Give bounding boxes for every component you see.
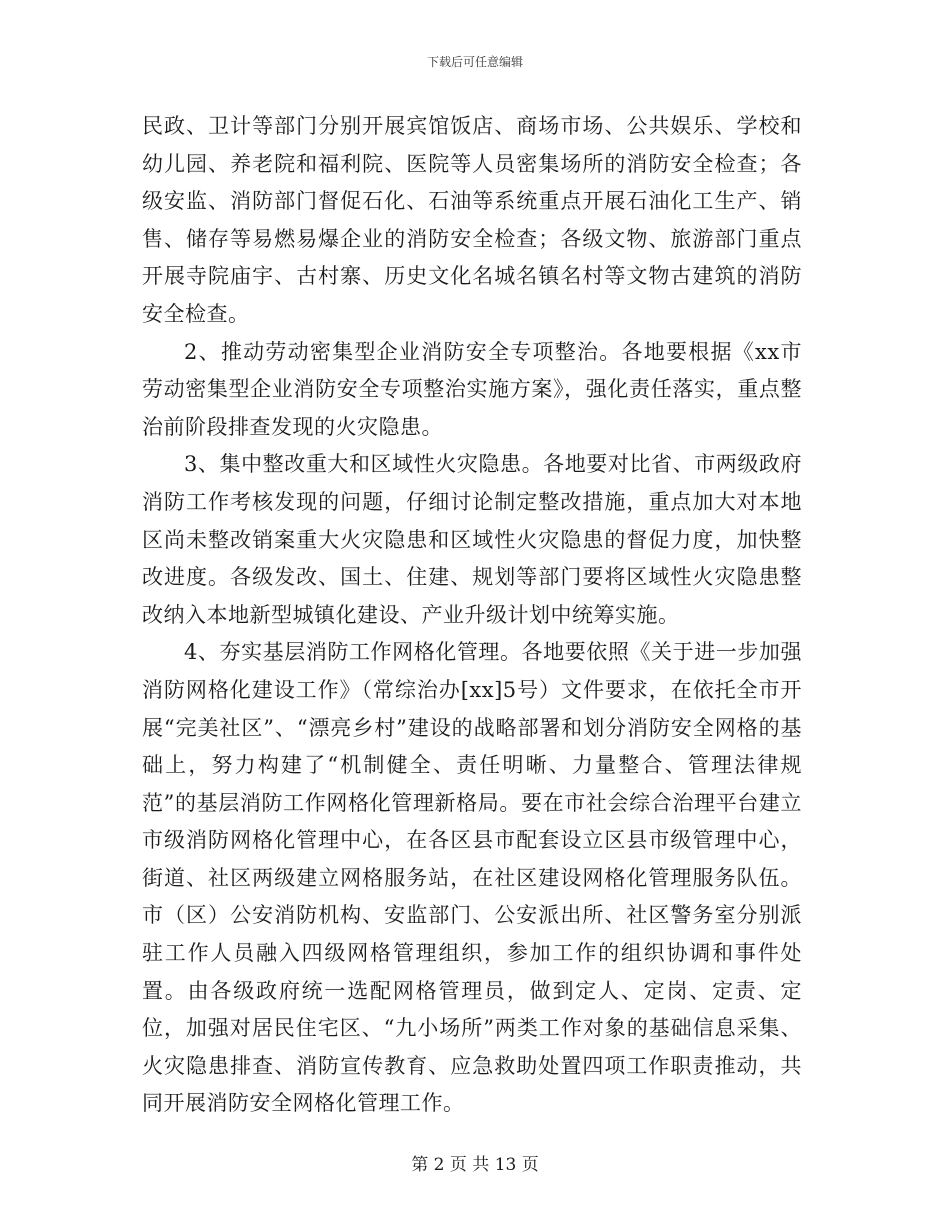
- page-number-footer: 第 2 页 共 13 页: [411, 1155, 539, 1175]
- document-body: [142, 108, 802, 1123]
- paragraph-continued: 民政、卫计等部门分别开展宾馆饭店、商场市场、公共娱乐、学校和幼儿园、养老院和福利院、医院等人员密集场所的消防安全检查；各级安监、消防部门督促石化、石油等系统重点开展石油化工生产、销售、储存等易燃易爆企业的消防安全检查；各级文物、旅游部门重点开展寺院庙宇、古村寨、历史文化名城名镇名村等文物古建筑的消防安全检查。: [142, 114, 802, 326]
- page-header-note: 下载后可任意编辑: [426, 55, 523, 69]
- paragraph-item-2: 2、推动劳动密集型企业消防安全专项整治。各地要根据《xx市劳动密集型企业消防安全专项整治实施方案》，强化责任落实，重点整治前阶段排查发现的火灾隐患。: [142, 339, 802, 439]
- paragraph-item-3: 3、集中整改重大和区域性火灾隐患。各地要对比省、市两级政府消防工作考核发现的问题，仔细讨论制定整改措施，重点加大对本地区尚未整改销案重大火灾隐患和区域性火灾隐患的督促力度，加快整改进度。各级发改、国土、住建、规划等部门要将区域性火灾隐患整改纳入本地新型城镇化建设、产业升级计划中统筹实施。: [142, 452, 802, 627]
- paragraph-item-4: 4、夯实基层消防工作网格化管理。各地要依照《关于进一步加强消防网格化建设工作》（常综治办[xx]5号）文件要求，在依托全市开展“完美社区”、“漂亮乡村”建设的战略部署和划分消防安全网格的基础上，努力构建了“机制健全、责任明晰、力量整合、管理法律规范”的基层消防工作网格化管理新格局。要在市社会综合治理平台建立市级消防网格化管理中心，在各区县市配套设立区县市级管理中心，街道、社区两级建立网格服务站，在社区建设网格化管理服务队伍。市（区）公安消防机构、安监部门、公安派出所、社区警务室分别派驻工作人员融入四级网格管理组织，参加工作的组织协调和事件处置。由各级政府统一选配网格管理员，做到定人、定岗、定责、定位，加强对居民住宅区、“九小场所”两类工作对象的基础信息采集、火灾隐患排查、消防宣传教育、应急救助处置四项工作职责推动，共同开展消防安全网格化管理工作。: [142, 640, 802, 1116]
